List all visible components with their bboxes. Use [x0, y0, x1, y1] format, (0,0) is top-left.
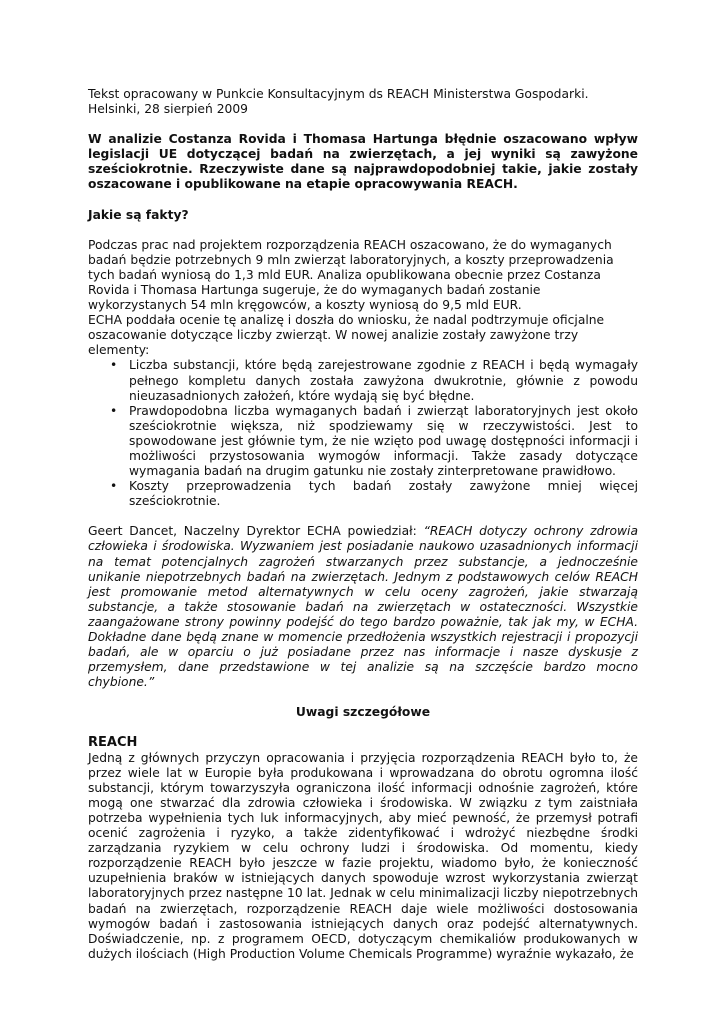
quote-intro: Geert Dancet, Naczelny Dyrektor ECHA powiedział: [88, 524, 424, 539]
reach-subheading: REACH [88, 735, 138, 751]
spacer [88, 117, 638, 132]
facts-heading: Jakie są fakty? [88, 207, 189, 222]
reach-paragraph: Jedną z głównych przyczyn opracowania i przyjęcia rozporządzenia REACH było to, że przez wiele lat w Europie była produkowana i wprowadzana do obrotu ogromna ilość substancji, którym towarzyszyła ograniczona ilość informacji odnośnie zagrożeń, które mogą one stwarzać dla zdrowia człowieka i środowiska. W związku z tym zaistniała potrzeba wypełnienia tych luk informacyjnych, aby mieć pewność, że przemysł potrafi ocenić zagrożenia i ryzyko, a także zidentyfikować i wdrożyć niezbędne środki zarządzania ryzykiem w celu ochrony ludzi i środowiska. Od momentu, kiedy rozporządzenie REACH było jeszcze w fazie projektu, wiadomo było, że konieczność uzupełnienia braków w istniejących danych spowoduje wzrost wykorzystania zwierząt laboratoryjnych przez następne 10 lat. Jednak w celu minimalizacji liczby niepotrzebnych badań na zwierzętach, rozporządzenie REACH daje wiele możliwości dostosowania wymogów badań i zastosowania istniejących danych oraz podejść alternatywnych. Doświadczenie, np. z programem OECD, dotyczącym chemikaliów produkowanych w dużych ilościach (High Production Volume Chemicals Programme) wyraźnie wykazało, że [88, 750, 638, 961]
facts-paragraph-2: ECHA poddała ocenie tę analizę i doszła do wniosku, że nadal podtrzymuje oficjalne oszacowanie dotyczące liczby zwierząt. W nowej analizie zostały zawyżone trzy elementy: [88, 313, 605, 358]
facts-paragraph-1: Podczas prac nad projektem rozporządzenia REACH oszacowano, że do wymaganych badań będzie potrzebnych 9 mln zwierząt laboratoryjnych, a koszty przeprowadzenia tych badań wyniosą do 1,3 mld EUR. Analiza opublikowana obecnie przez Costanza Rovida i Thomasa Hartunga sugeruje, że do wymaganych badań zostanie wykorzystanych 54 mln kręgowców, a koszty wyniosą do 9,5 mld EUR. [88, 237, 614, 313]
lead-paragraph: W analizie Costanza Rovida i Thomasa Hartunga błędnie oszacowano wpływ legislacji UE dotyczącej badań na zwierzętach, a jej wyniki są zawyżone sześciokrotnie. Rzeczywiste dane są najprawdopodobniej takie, jakie zostały oszacowane i opublikowane na etapie opracowywania REACH. [88, 132, 638, 192]
spacer [88, 223, 638, 238]
spacer [88, 509, 638, 524]
header-line-2: Helsinki, 28 sierpień 2009 [88, 102, 248, 117]
spacer [88, 720, 638, 735]
details-heading: Uwagi szczegółowe [295, 705, 431, 720]
quote-paragraph [88, 524, 638, 690]
bullet-text: Liczba substancji, które będą zarejestrowane zgodnie z REACH i będą wymagały pełnego kompletu danych została zawyżona dwukrotnie, głównie z powodu nieuzasadnionych założeń, które wydają się być błędne. [129, 358, 638, 403]
spacer [88, 690, 638, 705]
spacer [88, 193, 638, 208]
header-line-1: Tekst opracowany w Punkcie Konsultacyjnym ds REACH Ministerstwa Gospodarki. [88, 87, 589, 101]
bullet-icon: • [110, 479, 118, 494]
facts-bullet-list [88, 358, 638, 509]
bullet-item [110, 358, 638, 403]
quote-text: “REACH dotyczy ochrony zdrowia człowieka i środowiska. Wyzwaniem jest posiadanie naukowo uzasadnionych informacji na temat potencjalnych zagrożeń stwarzanych przez substancje, a jednocześnie unikanie niepotrzebnych badań na zwierzętach. Jednym z podstawowych celów REACH jest promowanie metod alternatywnych w celu oceny zagrożeń, jakie stwarzają substancje, a także stosowanie badań na zwierzętach w ostateczności. Wszystkie zaangażowane strony powinny podejść do tego bardzo poważnie, tak jak my, w ECHA. Dokładne dane będą znane w momencie przedłożenia wszystkich rejestracji i propozycji badań, ale w oparciu o już posiadane przez nas informacje i nasze dyskusje z przemysłem, dane przedstawione w tej analizie są na szczęście bardzo mocno chybione.” [88, 524, 639, 690]
bullet-text: Koszty przeprowadzenia tych badań zostały zawyżone mniej więcej sześciokrotnie. [129, 479, 638, 509]
bullet-item [110, 479, 638, 509]
document-page [88, 87, 638, 962]
bullet-text: Prawdopodobna liczba wymaganych badań i zwierząt laboratoryjnych jest około sześciokrotnie większa, niż spodziewamy się w rzeczywistości. Jest to spowodowane jest głównie tym, że nie wzięto pod uwagę dostępności informacji i możliwości przystosowania wymogów informacji. Także zasady dotyczące wymagania badań na drugim gatunku nie zostały zinterpretowane prawidłowo. [129, 403, 638, 479]
bullet-icon: • [110, 403, 118, 418]
bullet-item [110, 403, 638, 479]
bullet-icon: • [110, 358, 118, 373]
